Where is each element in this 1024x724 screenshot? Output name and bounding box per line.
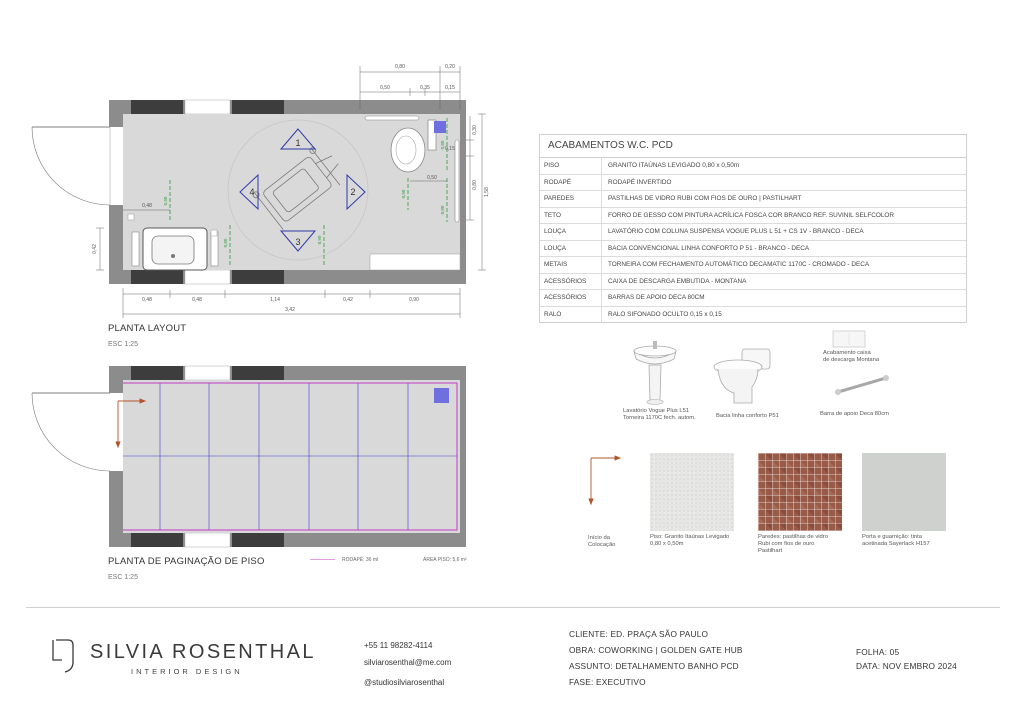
table-row — [540, 307, 966, 323]
plan-layout-scale: ESC 1:25 — [108, 341, 138, 348]
row-item: RODAPÉ — [540, 175, 602, 191]
dim-right-1: 0,30 — [472, 125, 478, 135]
plan-paging-title: PLANTA DE PAGINAÇÃO DE PISO — [108, 556, 265, 567]
granite-caption-line1: Piso: Granito Itaúnas Levigado — [650, 534, 730, 540]
paint-caption-line2: acetinada Sayerlack H157 — [862, 541, 930, 547]
sink-icon — [143, 228, 207, 270]
bar-height-label-6: 0,80 — [440, 140, 445, 150]
dim-inner-3: 0,42 — [92, 244, 98, 254]
tile-caption-line3: Pastilhart — [758, 548, 783, 554]
dim-right-3: 0,80 — [472, 180, 478, 190]
bar-height-label-3: 0,90 — [317, 235, 322, 245]
bar-height-label-2: 0,80 — [223, 238, 228, 248]
start-caption-line2: Colocação — [588, 542, 616, 548]
grab-bar-caption: Barra de apoio Deca 80cm — [820, 411, 889, 417]
dim-top-4: 0,35 — [420, 85, 430, 91]
dim-inner-2: 0,48 — [142, 203, 152, 209]
row-desc: BACIA CONVENCIONAL LINHA CONFORTO P 51 - BRANCO - DECA — [608, 244, 810, 252]
project-subject: ASSUNTO: DETALHAMENTO BANHO PCD — [569, 661, 739, 671]
row-desc: CAIXA DE DESCARGA EMBUTIDA - MONTANA — [608, 277, 747, 285]
marker-2-label: 2 — [350, 187, 356, 197]
grab-bar-side — [455, 140, 459, 222]
plan-paging-drawing — [0, 350, 520, 560]
row-desc: PASTILHAS DE VIDRO RUBI COM FIOS DE OURO | PASTILHART — [608, 195, 802, 202]
flush-plate-caption — [823, 350, 879, 364]
table-row — [540, 175, 966, 192]
dim-top-3: 0,50 — [380, 85, 390, 91]
paint-swatch — [862, 453, 946, 531]
project-site: OBRA: COWORKING | GOLDEN GATE HUB — [569, 645, 743, 655]
plan-layout-title: PLANTA LAYOUT — [108, 323, 187, 334]
row-item: PAREDES — [540, 191, 602, 207]
brand-name: SILVIA ROSENTHAL — [90, 641, 316, 663]
row-desc: GRANITO ITAÚNAS LEVIGADO 0,80 x 0,50m — [608, 162, 740, 169]
plan-layout-drawing — [0, 0, 520, 330]
row-item: RALO — [540, 307, 602, 323]
bar-height-label-1: 0,90 — [163, 196, 168, 206]
door-swing-arc — [32, 127, 110, 205]
row-desc: LAVATÓRIO COM COLUNA SUSPENSA VOGUE PLUS L 51 + CS 1V - BRANCO - DECA — [608, 228, 864, 235]
brand-subtitle: INTERIOR DESIGN — [131, 667, 243, 676]
granite-swatch — [650, 453, 734, 531]
dim-top-1: 0,80 — [395, 64, 405, 70]
footer-divider — [26, 607, 1000, 608]
sink-product-image — [630, 335, 680, 407]
dim-bottom-4: 0,42 — [343, 297, 353, 303]
wall-right — [460, 100, 466, 284]
row-desc: BARRAS DE APOIO DECA 80CM — [608, 294, 705, 301]
flush-button-icon — [434, 121, 446, 133]
row-item: LOUÇA — [540, 224, 602, 240]
contact-instagram[interactable]: @studiosilviarosenthal — [364, 678, 445, 687]
flush-caption-line1: Acabamento caixa — [823, 350, 871, 356]
sink-caption-line2: Torneira 1170C fech. autom. — [623, 415, 696, 421]
project-client: CLIENTE: ED. PRAÇA SÃO PAULO — [569, 629, 709, 639]
granite-caption-line2: 0,80 x 0,50m — [650, 541, 684, 547]
toilet-product-image — [712, 345, 774, 407]
granite-caption — [650, 534, 729, 548]
tile-swatch — [758, 453, 842, 531]
marker-3-label: 3 — [295, 237, 301, 247]
dim-right-4: 1,58 — [484, 187, 490, 197]
row-item: ACESSÓRIOS — [540, 274, 602, 290]
paint-caption — [862, 534, 930, 548]
toilet-caption: Bacia linha conforto P51 — [716, 413, 779, 419]
table-row — [540, 224, 966, 241]
finishes-table — [539, 134, 967, 323]
start-caption-line1: Início da — [588, 535, 610, 541]
row-item: LOUÇA — [540, 241, 602, 257]
table-row — [540, 191, 966, 208]
dim-top-5: 0,15 — [445, 85, 455, 91]
contact-email[interactable]: silviarosenthal@me.com — [364, 658, 452, 667]
row-item: ACESSÓRIOS — [540, 290, 602, 306]
dim-bottom-2: 0,48 — [192, 297, 202, 303]
dim-bottom-3: 1,14 — [270, 297, 280, 303]
flush-plate-image — [832, 330, 866, 348]
row-desc: TORNEIRA COM FECHAMENTO AUTOMÁTICO DECAMATIC 1170C - CROMADO - DECA — [608, 261, 870, 268]
row-desc: RALO SIFONADO OCULTO 0,15 x 0,15 — [608, 310, 722, 318]
table-row — [540, 241, 966, 258]
start-point-caption — [588, 535, 615, 549]
dim-bottom-1: 0,48 — [142, 297, 152, 303]
tile-caption-line1: Paredes: pastilhas de vidro — [758, 534, 828, 540]
bar-height-label-4: 0,90 — [401, 189, 406, 199]
project-phase: FASE: EXECUTIVO — [569, 677, 646, 687]
table-row — [540, 208, 966, 225]
paging-floor-area — [123, 380, 460, 533]
sink-caption-line1: Lavatório Vogue Plus L51 — [623, 408, 690, 414]
grab-bar-product-image — [832, 372, 892, 398]
tile-caption-line2: Rubi com fios de ouro — [758, 541, 815, 547]
wall-left — [109, 100, 123, 127]
row-item: PISO — [540, 158, 602, 174]
tile-caption — [758, 534, 828, 555]
plan-paging-scale: ESC 1:25 — [108, 574, 138, 581]
table-row — [540, 158, 966, 175]
dim-inner-1: 0,50 — [427, 175, 437, 181]
sink-caption — [623, 408, 696, 422]
bar-height-label-5: 0,80 — [440, 205, 445, 215]
brand-logo-icon — [50, 638, 76, 674]
start-point-arrow-icon — [585, 450, 625, 510]
contact-phone: +55 11 98282-4114 — [364, 641, 433, 650]
paint-caption-line1: Porta e guarnição: tinta — [862, 534, 922, 540]
marker-4-label: 4 — [249, 187, 255, 197]
finishes-title: ACABAMENTOS W.C. PCD — [540, 135, 966, 158]
sheet-date: DATA: NOV EMBRO 2024 — [856, 661, 957, 671]
legend-area-piso: ÁREA PISO: 5,6 m² — [423, 557, 467, 563]
legend-rodape: RODAPÉ: 36 ml — [342, 557, 379, 563]
row-item: TETO — [540, 208, 602, 224]
flush-caption-line2: de descarga Montana — [823, 357, 880, 363]
dim-right-2: 0,15 — [445, 146, 455, 152]
sheet-number: FOLHA: 05 — [856, 647, 900, 657]
grab-bar-top — [365, 116, 419, 120]
table-row — [540, 290, 966, 307]
table-row — [540, 274, 966, 291]
row-desc: FORRO DE GESSO COM PINTURA ACRÍLICA FOSCA COR BRANCO REF. SUVINIL SELFCOLOR — [608, 211, 894, 219]
dim-top-2: 0,20 — [445, 64, 455, 70]
drain-icon — [434, 388, 449, 403]
row-desc: RODAPÉ INVERTIDO — [608, 178, 672, 186]
dim-bottom-5: 0,90 — [409, 297, 419, 303]
table-row — [540, 257, 966, 274]
dim-bottom-total: 3,42 — [285, 307, 295, 313]
marker-1-label: 1 — [295, 138, 301, 148]
row-item: METAIS — [540, 257, 602, 273]
